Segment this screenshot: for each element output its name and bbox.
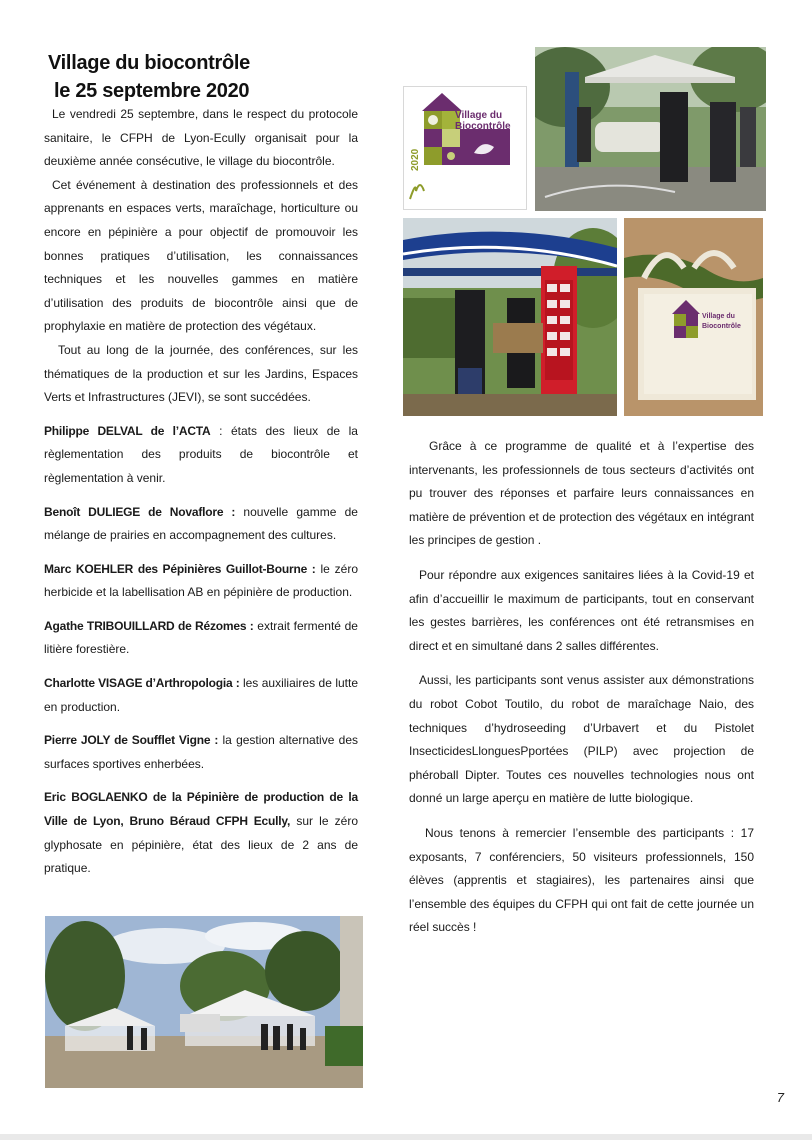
- speaker-name: Benoît DULIEGE de Novaflore :: [44, 504, 236, 519]
- speaker-topic: sur le zéro glyphosate en pépinière, état des lieux de 2 ans de pratique.: [44, 814, 359, 876]
- village-biocontrole-logo: [403, 86, 527, 210]
- speaker-item: [44, 420, 358, 491]
- speaker-topic: : états des lieux de la règlementation des produits de biocontrôle et règlementation à venir.: [44, 423, 358, 485]
- speaker-item: [44, 501, 358, 548]
- speaker-name: Charlotte VISAGE d’Arthropologia :: [44, 676, 240, 691]
- photo-tote-bags: [624, 218, 763, 416]
- speaker-item: [44, 672, 358, 719]
- speaker-item: [44, 558, 358, 605]
- speaker-topic: la gestion alternative des surfaces sportives enherbées.: [44, 733, 358, 771]
- logo-text: Village du Biocontrôle: [455, 110, 511, 132]
- logo-year: 2020: [410, 148, 421, 171]
- intro-paragraph-1: Le vendredi 25 septembre, dans le respect du protocole sanitaire, le CFPH de Lyon-Ecully organisait pour la deuxième année consécutive, le village du biocontrôle.: [44, 107, 358, 169]
- covid-paragraph: Pour répondre aux exigences sanitaires liées à la Covid-19 et afin d’accueillir le maximum de participants, tout en conservant les gestes barrières, les conférences ont été retransmises en direct et en simultané dans 2 salles différentes.: [409, 567, 754, 653]
- speaker-name: Eric BOGLAENKO de la Pépinière de production de la Ville de Lyon, Bruno Béraud CFPH Ecully,: [44, 790, 358, 829]
- demonstrations-paragraph: Aussi, les participants sont venus assister aux démonstrations du robot Cobot Toutilo, du robot de maraîchage Naio, des techniques d’hydroseeding d’Urbavert et du Pistolet InsecticidesLlonguesPportées (PILP) avec projection de phéroball Dipter. Toutes ces nouvelles technologies nous ont donné un large aperçu en matière de lutte biologique.: [409, 673, 754, 806]
- page-bottom-edge: [0, 1134, 812, 1140]
- speaker-name: Pierre JOLY de Soufflet Vigne :: [44, 733, 219, 748]
- speaker-topic: les auxiliaires de lutte en production.: [44, 676, 359, 714]
- outcome-paragraph: Grâce à ce programme de qualité et à l’expertise des intervenants, les professionnels de tous secteurs d’activités ont pu trouver des réponses et parfaire leurs connaissances en matière de prévention et de protection des végétaux en intégrant les principes de gestion .: [409, 439, 754, 548]
- speaker-topic: le zéro herbicide et la labellisation AB en pépinière de production.: [44, 561, 358, 600]
- title-line-1: Village du biocontrôle: [48, 52, 250, 75]
- speaker-name: Agathe TRIBOUILLARD de Rézomes :: [44, 618, 254, 633]
- article-title: [48, 49, 368, 105]
- photo-demonstration: [535, 47, 766, 211]
- speaker-name: Philippe DELVAL de l’ACTA: [44, 423, 211, 438]
- bag-label-line-2: Biocontrôle: [702, 323, 741, 330]
- intro-paragraph-2: Cet événement à destination des professionnels et des apprenants en espaces verts, maraîchage, horticulture ou encore en pépinière a pour objectif de promouvoir les bonnes pratiques d’utilisation, les connaissances techniques et les nouvelles gammes en matière d’utilisation des produits de biocontrôle ainsi que de prophylaxie en matière de protection des végétaux.: [44, 177, 358, 334]
- speaker-item: [44, 786, 358, 880]
- speaker-item: [44, 615, 358, 662]
- left-column: [44, 103, 358, 891]
- page-number: 7: [776, 1090, 784, 1105]
- thanks-paragraph: Nous tenons à remercier l’ensemble des participants : 17 exposants, 7 conférenciers, 50 visiteurs professionnels, 150 élèves (apprentis et stagiaires), les partenaires ainsi que l’ensemble des équipes du CFPH qui ont fait de cette journée un réel succès !: [409, 825, 754, 935]
- title-line-2: le 25 septembre 2020: [54, 80, 250, 103]
- right-column: [409, 435, 754, 951]
- speaker-item: [44, 729, 358, 776]
- intro-paragraph-3: Tout au long de la journée, des conférences, sur les thématiques de la production et sur les Jardins, Espaces Verts et Infrastructures (JEVI), se sont succédées.: [44, 342, 358, 405]
- bag-label-line-1: Village du: [702, 313, 735, 320]
- speaker-list: [44, 420, 358, 881]
- speaker-topic: extrait fermenté de litière forestière.: [44, 618, 358, 657]
- photo-village-tents: [45, 916, 363, 1088]
- logo-house-icon: [404, 87, 526, 209]
- speaker-name: Marc KOEHLER des Pépinières Guillot-Bourne :: [44, 561, 316, 576]
- photo-exhibitor-stand: [403, 218, 617, 416]
- speaker-topic: nouvelle gamme de mélange de prairies en accompagnement des cultures.: [44, 504, 358, 543]
